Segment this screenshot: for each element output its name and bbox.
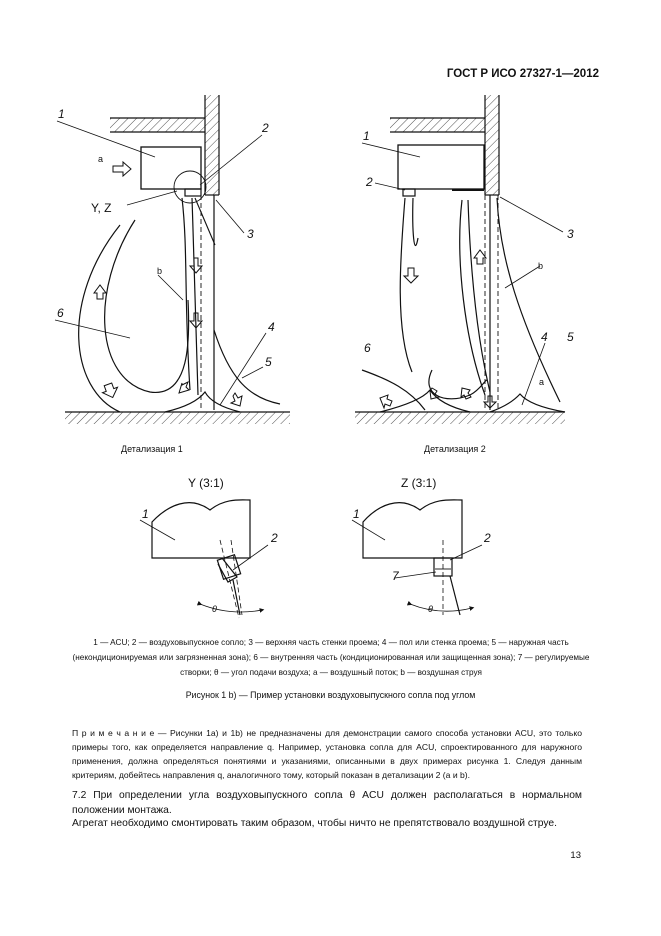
svg-text:2: 2	[271, 531, 278, 545]
document-code: ГОСТ Р ИСО 27327-1—2012	[446, 68, 599, 80]
svg-text:b: b	[157, 266, 163, 276]
detail-2	[355, 95, 565, 424]
figure-title: Рисунок 1 b) — Пример установки воздуховыпускного сопла под углом	[185, 690, 476, 700]
detail-2-labels	[363, 129, 574, 454]
svg-text:6: 6	[57, 306, 64, 320]
svg-text:1: 1	[142, 507, 149, 521]
detail-1-labels	[57, 107, 275, 454]
svg-text:1: 1	[353, 507, 360, 521]
page-number: 13	[570, 850, 581, 861]
svg-text:2: 2	[262, 121, 269, 135]
svg-text:b: b	[538, 261, 544, 271]
detail-z	[352, 500, 482, 615]
detail-1	[55, 95, 290, 424]
svg-text:θ: θ	[428, 604, 433, 614]
svg-text:θ: θ	[212, 604, 217, 614]
svg-text:2: 2	[366, 175, 373, 189]
z-title: Z (3:1)	[401, 476, 437, 490]
svg-text:a: a	[98, 154, 104, 164]
note-paragraph: П р и м е ч а н и е — Рисунки 1a) и 1b) не предназначены для демонстрации самого способа установки ACU, это только примеры того, как определяется направление q. Например, установка сопла для ACU, спроектированного для наружного применения, должна определяться понятиями и указаниями, описанными в двух примерах рисунка 1. Следуя данным критериям, добейтесь направления q, аналогичного тому, который показан в детализации 2 (a и b).	[72, 728, 582, 780]
svg-text:Детализация 1: Детализация 1	[121, 444, 183, 454]
figure-legend: 1 — ACU; 2 — воздуховыпускное сопло; 3 — верхняя часть стенки проема; 4 — пол или стенка проема; 5 — наружная часть (некондиционируемая или загрязненная зона); 6 — внутренняя часть (кондиционированная или защищенная зона); 7 — регулируемые створки; θ — угол подачи воздуха; a — воздушный поток; b — воздушная струя	[72, 638, 590, 677]
svg-text:4: 4	[541, 330, 548, 344]
svg-text:6: 6	[364, 341, 371, 355]
svg-text:7: 7	[392, 569, 399, 583]
svg-text:Y, Z: Y, Z	[91, 201, 112, 215]
svg-text:1: 1	[363, 129, 370, 143]
y-title: Y (3:1)	[188, 476, 224, 490]
svg-text:a: a	[539, 377, 545, 387]
mounting-paragraph: Агрегат необходимо смонтировать таким образом, чтобы ничто не препятствовало воздушной струе.	[72, 818, 557, 829]
svg-text:2: 2	[484, 531, 491, 545]
svg-text:4: 4	[268, 320, 275, 334]
section-7-2-paragraph: 7.2 При определении угла воздуховыпускного сопла θ ACU должен располагаться в нормальном положении монтажа.	[72, 790, 582, 816]
svg-text:5: 5	[567, 330, 574, 344]
svg-text:Детализация 2: Детализация 2	[424, 444, 486, 454]
svg-text:1: 1	[58, 107, 65, 121]
svg-text:3: 3	[247, 227, 254, 241]
detail-y	[140, 500, 268, 618]
svg-text:5: 5	[265, 355, 272, 369]
svg-text:3: 3	[567, 227, 574, 241]
